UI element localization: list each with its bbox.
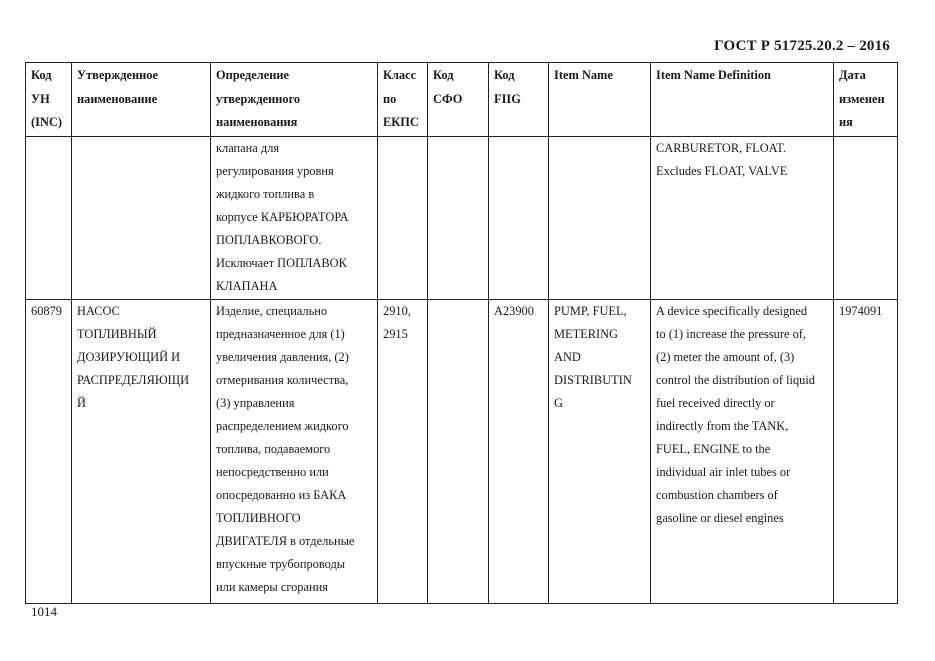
cell-definition (211, 137, 378, 300)
cell-change-date (834, 137, 898, 300)
text-line: ДОЗИРУЮЩИЙ И (77, 350, 181, 364)
col-header-item-name (549, 63, 651, 137)
text-line: FIIG (494, 91, 521, 106)
cell-item-name (549, 300, 651, 604)
text-line: наименования (216, 115, 298, 129)
text-line: fuel received directly or (656, 396, 775, 410)
text-line: изменен (839, 91, 885, 106)
cell-item-name-definition (651, 137, 834, 300)
text-line: корпусе КАРБЮРАТОРА (216, 210, 349, 224)
text-line: Код (494, 68, 515, 82)
text-line: DISTRIBUTIN (554, 373, 632, 387)
text-line: FUEL, ENGINE to the (656, 442, 771, 456)
text-line: НАСОС (77, 304, 120, 318)
text-line: утвержденного (216, 91, 301, 106)
text-line: Дата (839, 68, 866, 82)
text-line: Excludes FLOAT, VALVE (656, 164, 788, 178)
text-line: Item Name Definition (656, 68, 771, 82)
text-line: УН (31, 91, 50, 106)
text-line: предназначенное для (1) (216, 327, 345, 341)
text-line: individual air inlet tubes or (656, 465, 791, 479)
text-line: или камеры сгорания (216, 580, 328, 594)
cell-item-name (549, 137, 651, 300)
cell-class (378, 300, 428, 604)
text-line: PUMP, FUEL, (554, 304, 627, 318)
text-line: жидкого топлива в (216, 187, 315, 201)
text-line: Код (433, 68, 454, 82)
text-line: indirectly from the TANK, (656, 419, 789, 433)
text-line: combustion chambers of (656, 488, 778, 502)
text-line: Item Name (554, 68, 613, 82)
text-line: по (383, 91, 397, 106)
text-line: G (554, 396, 563, 410)
text-line: Утвержденное (77, 68, 158, 82)
document-title: ГОСТ Р 51725.20.2 – 2016 (714, 38, 890, 54)
text-line: наименование (77, 91, 158, 106)
col-header-change-date (834, 63, 898, 137)
text-line: ТОПЛИВНОГО (216, 511, 301, 525)
inc-table (25, 62, 898, 604)
text-line: (3) управления (216, 396, 295, 410)
text-line: to (1) increase the pressure of, (656, 327, 807, 341)
cell-fiig: A23900 (489, 300, 549, 604)
col-header-inc (26, 63, 72, 137)
cell-change-date: 1974091 (834, 300, 898, 604)
text-line: регулирования уровня (216, 164, 334, 178)
cell-inc (26, 137, 72, 300)
text-line: отмеривания количества, (216, 373, 349, 387)
cell-sfo (428, 137, 489, 300)
text-line: Класс (383, 68, 417, 82)
text-line: ДВИГАТЕЛЯ в отдельные (216, 534, 355, 548)
col-header-item-name-definition (651, 63, 834, 137)
text-line: Й (77, 396, 86, 410)
col-header-fiig (489, 63, 549, 137)
text-line: ТОПЛИВНЫЙ (77, 327, 157, 341)
text-line: (2) meter the amount of, (3) (656, 350, 795, 364)
text-line: AND (554, 350, 581, 364)
cell-class (378, 137, 428, 300)
text-line: клапана для (216, 141, 280, 155)
col-header-sfo (428, 63, 489, 137)
text-line: РАСПРЕДЕЛЯЮЩИ (77, 373, 190, 387)
text-line: ПОПЛАВКОВОГО. (216, 233, 322, 247)
page-number: 1014 (31, 604, 57, 619)
text-line: непосредственно или (216, 465, 329, 479)
cell-approved-name (72, 137, 211, 300)
text-line: Код (31, 68, 52, 82)
text-line: 2915 (383, 327, 408, 341)
cell-fiig (489, 137, 549, 300)
cell-inc: 60879 (26, 300, 72, 604)
text-line: ЕКПС (383, 115, 419, 129)
text-line: впускные трубопроводы (216, 557, 346, 571)
text-line: СФО (433, 91, 463, 106)
text-line: КЛАПАНА (216, 279, 278, 293)
cell-definition (211, 300, 378, 604)
text-line: топлива, подаваемого (216, 442, 331, 456)
col-header-definition (211, 63, 378, 137)
text-line: Определение (216, 68, 290, 82)
text-line: Исключает ПОПЛАВОК (216, 256, 347, 270)
text-line: увеличения давления, (2) (216, 350, 349, 364)
cell-approved-name (72, 300, 211, 604)
text-line: gasoline or diesel engines (656, 511, 784, 525)
text-line: ия (839, 115, 853, 129)
table-row (26, 137, 898, 300)
text-line: A device specifically designed (656, 304, 808, 318)
text-line: METERING (554, 327, 619, 341)
cell-item-name-definition (651, 300, 834, 604)
text-line: (INC) (31, 115, 62, 129)
text-line: 2910, (383, 304, 411, 318)
text-line: опосредованно из БАКА (216, 488, 347, 502)
table-row (26, 300, 898, 604)
text-line: распределением жидкого (216, 419, 349, 433)
text-line: CARBURETOR, FLOAT. (656, 141, 787, 155)
table-header-row (26, 63, 898, 137)
text-line: Изделие, специально (216, 304, 328, 318)
cell-sfo (428, 300, 489, 604)
col-header-approved-name (72, 63, 211, 137)
text-line: control the distribution of liquid (656, 373, 815, 387)
col-header-class (378, 63, 428, 137)
